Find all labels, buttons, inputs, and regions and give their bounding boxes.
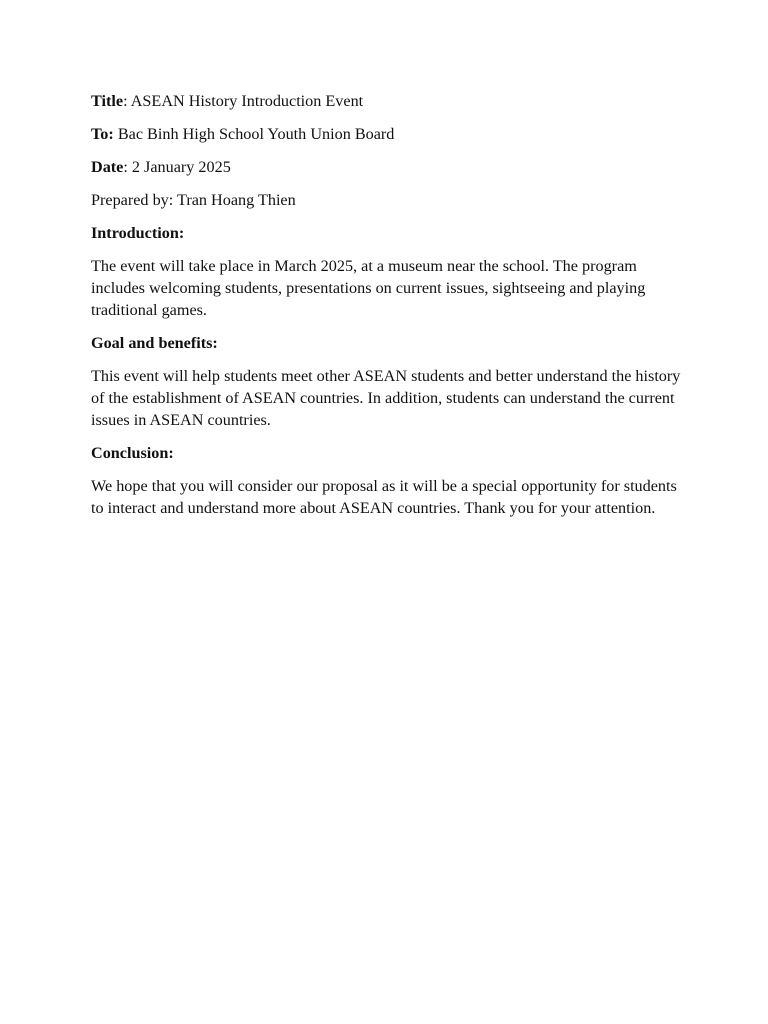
date-value: 2 January 2025 xyxy=(131,158,231,176)
conclusion-heading: Conclusion: xyxy=(91,444,174,462)
to-label: To: xyxy=(91,125,114,143)
title-line xyxy=(91,90,691,112)
title-separator: : xyxy=(123,92,131,110)
prepared-by-line: Prepared by: Tran Hoang Thien xyxy=(91,191,296,209)
to-value: Bac Binh High School Youth Union Board xyxy=(113,125,395,143)
document-page xyxy=(91,90,691,530)
to-line xyxy=(91,123,691,145)
introduction-heading: Introduction: xyxy=(91,224,185,242)
goal-heading: Goal and benefits: xyxy=(91,334,218,352)
title-label: Title xyxy=(91,92,124,110)
date-separator: : xyxy=(123,158,132,176)
introduction-body: The event will take place in March 2025, at a museum near the school. The program includes welcoming students, presentations on current issues, sightseeing and playing traditional games. xyxy=(91,257,646,319)
conclusion-body: We hope that you will consider our proposal as it will be a special opportunity for students to interact and understand more about ASEAN countries. Thank you for your attention. xyxy=(91,477,677,517)
title-value: ASEAN History Introduction Event xyxy=(130,92,364,110)
goal-body: This event will help students meet other ASEAN students and better understand the history of the establishment of ASEAN countries. In addition, students can understand the current issues in ASEAN countries. xyxy=(91,367,681,429)
date-label: Date xyxy=(91,158,124,176)
date-line xyxy=(91,156,691,178)
